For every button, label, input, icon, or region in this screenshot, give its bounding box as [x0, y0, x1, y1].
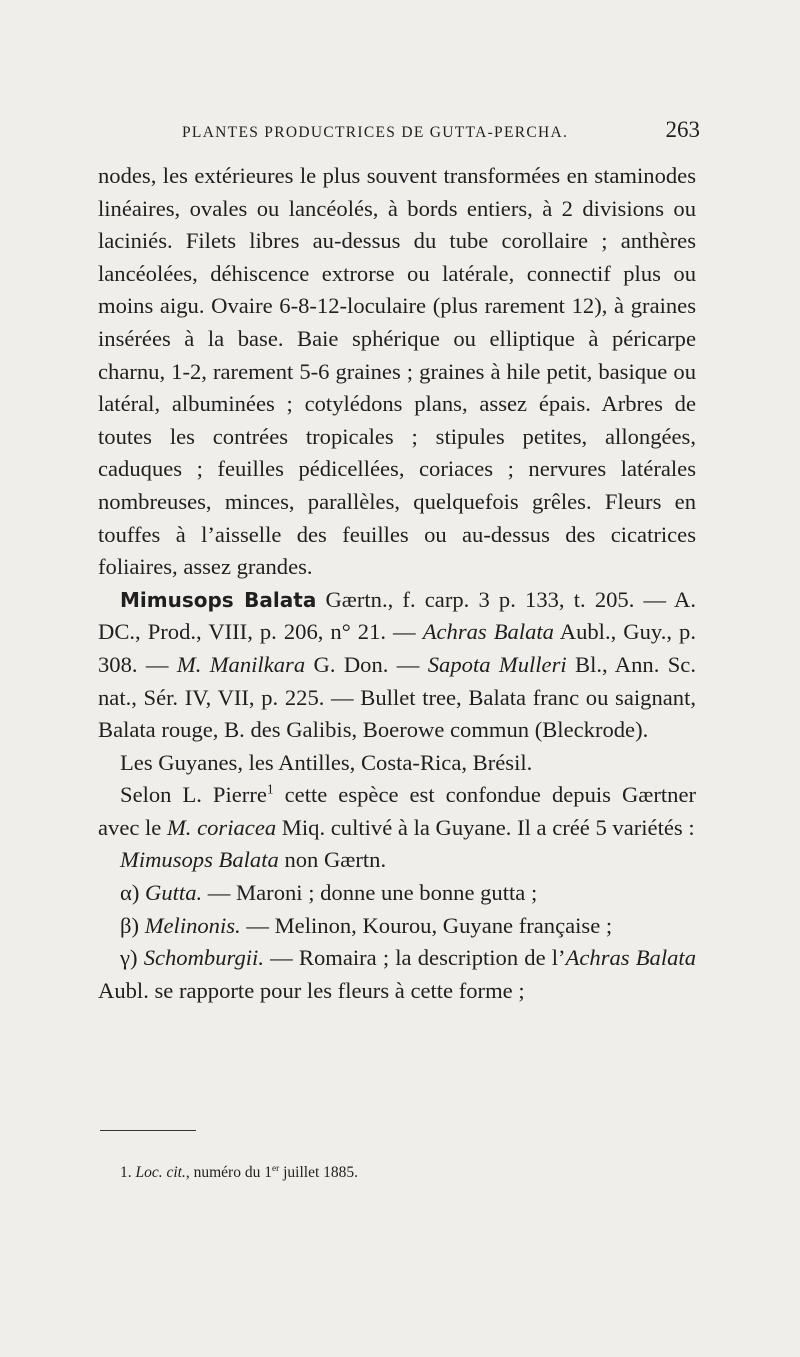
footnote-rule [100, 1130, 196, 1131]
reference-text: Gærtn., f. carp. 3 p. 133, t. 205. — A. DC., Prod., VIII, p. 206, n° 21. — [98, 586, 696, 645]
footnote-marker: 1 [266, 781, 274, 797]
running-head [120, 117, 700, 147]
page-number: 263 [665, 117, 700, 142]
species-italic: M. coriacea [166, 814, 277, 840]
variety-beta: β) Melinonis. — Melinon, Kourou, Guyane française ; [120, 912, 613, 938]
paragraph-distribution: Les Guyanes, les Antilles, Costa-Rica, Brésil. [120, 749, 533, 775]
body-text [98, 160, 696, 1007]
synonym-name: Sapota Mulleri [427, 651, 567, 677]
reference-text: G. Don. — [305, 651, 428, 677]
paragraph-description: nodes, les extérieures le plus souvent transformées en staminodes linéaires, ovales ou lancéolés, à bords entiers, à 2 divisions ou laciniés. Filets libres au-dessus du tube corollaire ; anthères lancéolées, déhiscence extrorse ou latérale, connectif plus ou moins aigu. Ovaire 6-8-12-loculaire (plus rarement 12), à graines insérées à la base. Baie sphérique ou elliptique à péricarpe charnu, 1-2, rarement 5-6 graines ; graines à hile petit, basique ou latéral, albuminées ; cotylédons plans, assez épais. Arbres de toutes les contrées tropicales ; stipules petites, allongées, caduques ; feuilles pédicellées, coriaces ; nervures latérales nombreuses, minces, parallèles, quelquefois grêles. Fleurs en touffes à l’aisselle des feuilles ou au-dessus des cicatrices foliaires, assez grandes. [98, 163, 696, 580]
species-name: Mimusops Balata [120, 587, 317, 612]
paragraph-varieties-intro: Selon L. Pierre$^1$ cette espèce est confondue depuis Gærtner avec le M. coriacea Miq. cultivé à la Guyane. Il a créé 5 variétés : [98, 781, 696, 840]
synonym-name: M. Manilkara [176, 651, 306, 677]
paragraph-species-heading: Mimusops Balata non Gærtn. [120, 847, 387, 873]
variety-alpha: α) Gutta. — Maroni ; donne une bonne gutta ; [120, 880, 538, 906]
synonym-name: Achras Balata [422, 619, 554, 645]
running-head-title: PLANTES PRODUCTRICES DE GUTTA-PERCHA. [182, 124, 569, 141]
variety-gamma: γ) Schomburgii. — Romaira ; la description de l’Achras Balata Aubl. se rapporte pour les fleurs à cette forme ; [98, 945, 696, 1003]
reference-text: Aubl., Guy., p. 308. — [98, 619, 696, 677]
footnote: 1. Loc. cit., numéro du 1er juillet 1885. [120, 1163, 359, 1181]
paragraph-species-entry [98, 584, 696, 747]
reference-text: Bl., Ann. Sc. nat., Sér. IV, VII, p. 225. — Bullet tree, Balata franc ou saignant, Balata rouge, B. des Galibis, Boerowe commun (Bleckrode). [98, 651, 696, 743]
